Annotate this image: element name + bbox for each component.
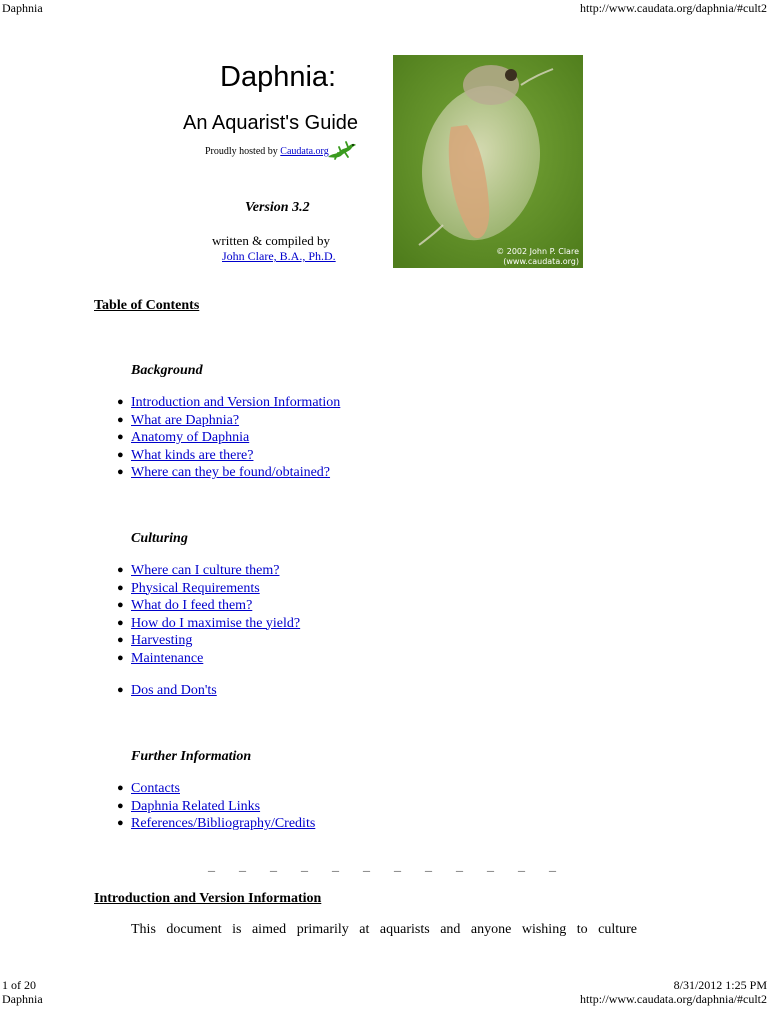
daphnia-photo bbox=[393, 55, 583, 268]
toc-link[interactable]: References/Bibliography/Credits bbox=[131, 816, 316, 831]
list-item: ● How do I maximise the yield? bbox=[117, 615, 301, 631]
photo-caption-line1: © 2002 John P. Clare bbox=[496, 247, 579, 256]
toc-list-culturing-extra bbox=[115, 682, 217, 700]
toc-link[interactable]: Harvesting bbox=[131, 633, 193, 648]
list-item: ● Where can they be found/obtained? bbox=[117, 465, 331, 480]
print-footer-page: 1 of 20 bbox=[2, 978, 36, 992]
toc-link[interactable]: Contacts bbox=[131, 781, 180, 796]
author-link[interactable]: John Clare, B.A., Ph.D. bbox=[222, 249, 336, 263]
toc-link[interactable]: Where can they be found/obtained? bbox=[131, 465, 331, 480]
photo-caption-line2: (www.caudata.org) bbox=[503, 257, 579, 266]
toc-link[interactable]: What do I feed them? bbox=[131, 598, 253, 613]
newt-logo-icon[interactable] bbox=[326, 137, 358, 163]
list-item: ● Where can I culture them? bbox=[117, 563, 280, 578]
list-item: ● Harvesting bbox=[117, 633, 193, 648]
list-item: ● References/Bibliography/Credits bbox=[117, 816, 316, 831]
toc-list-background bbox=[115, 394, 340, 482]
written-by-label: written & compiled by bbox=[212, 233, 331, 248]
print-footer-url: http://www.caudata.org/daphnia/#cult2 bbox=[580, 992, 767, 1006]
hosted-by-text: Proudly hosted by bbox=[205, 146, 281, 157]
toc-link[interactable]: Anatomy of Daphnia bbox=[131, 430, 250, 445]
toc-link[interactable]: Introduction and Version Information bbox=[131, 395, 341, 410]
intro-paragraph: This document is aimed primarily at aquarists and anyone wishing to culture bbox=[131, 922, 637, 937]
toc-link[interactable]: Daphnia Related Links bbox=[131, 798, 261, 814]
toc-link[interactable]: What are Daphnia? bbox=[131, 412, 240, 428]
list-item: ● What do I feed them? bbox=[117, 598, 253, 613]
intro-heading: Introduction and Version Information bbox=[94, 891, 322, 906]
toc-section-culturing: Culturing bbox=[131, 531, 188, 546]
toc-title: Table of Contents bbox=[94, 298, 200, 313]
toc-list-culturing bbox=[115, 562, 300, 667]
toc-link[interactable]: Physical Requirements bbox=[131, 580, 260, 596]
list-item: ● Daphnia Related Links bbox=[117, 798, 261, 814]
toc-link[interactable]: What kinds are there? bbox=[131, 447, 254, 463]
section-separator: _ _ _ _ _ _ _ _ _ _ _ _ bbox=[208, 859, 556, 874]
toc-link[interactable]: Maintenance bbox=[131, 650, 204, 666]
toc-section-further-info: Further Information bbox=[131, 749, 252, 764]
list-item: ● Maintenance bbox=[117, 650, 204, 666]
print-header-title: Daphnia bbox=[2, 1, 43, 15]
print-header-url: http://www.caudata.org/daphnia/#cult2 bbox=[580, 1, 767, 15]
hosted-by-line bbox=[205, 146, 329, 157]
toc-link[interactable]: Where can I culture them? bbox=[131, 563, 280, 578]
list-item: ● Introduction and Version Information bbox=[117, 395, 341, 410]
toc-section-background: Background bbox=[131, 363, 203, 378]
toc-link[interactable]: How do I maximise the yield? bbox=[131, 615, 301, 631]
list-item: ● Contacts bbox=[117, 781, 180, 796]
list-item: ● What are Daphnia? bbox=[117, 412, 240, 428]
version-label: Version 3.2 bbox=[245, 200, 310, 215]
list-item: ● Dos and Don'ts bbox=[117, 683, 217, 698]
page-title: Daphnia: bbox=[220, 61, 337, 93]
list-item: ● Anatomy of Daphnia bbox=[117, 430, 250, 445]
list-item: ● What kinds are there? bbox=[117, 447, 254, 463]
toc-list-further-info bbox=[115, 780, 315, 833]
list-item: ● Physical Requirements bbox=[117, 580, 260, 596]
toc-link[interactable]: Dos and Don'ts bbox=[131, 683, 217, 698]
caudata-link[interactable]: Caudata.org bbox=[280, 146, 329, 157]
page-subtitle: An Aquarist's Guide bbox=[183, 112, 359, 134]
print-footer-datetime: 8/31/2012 1:25 PM bbox=[673, 978, 767, 992]
print-footer-title: Daphnia bbox=[2, 992, 43, 1006]
